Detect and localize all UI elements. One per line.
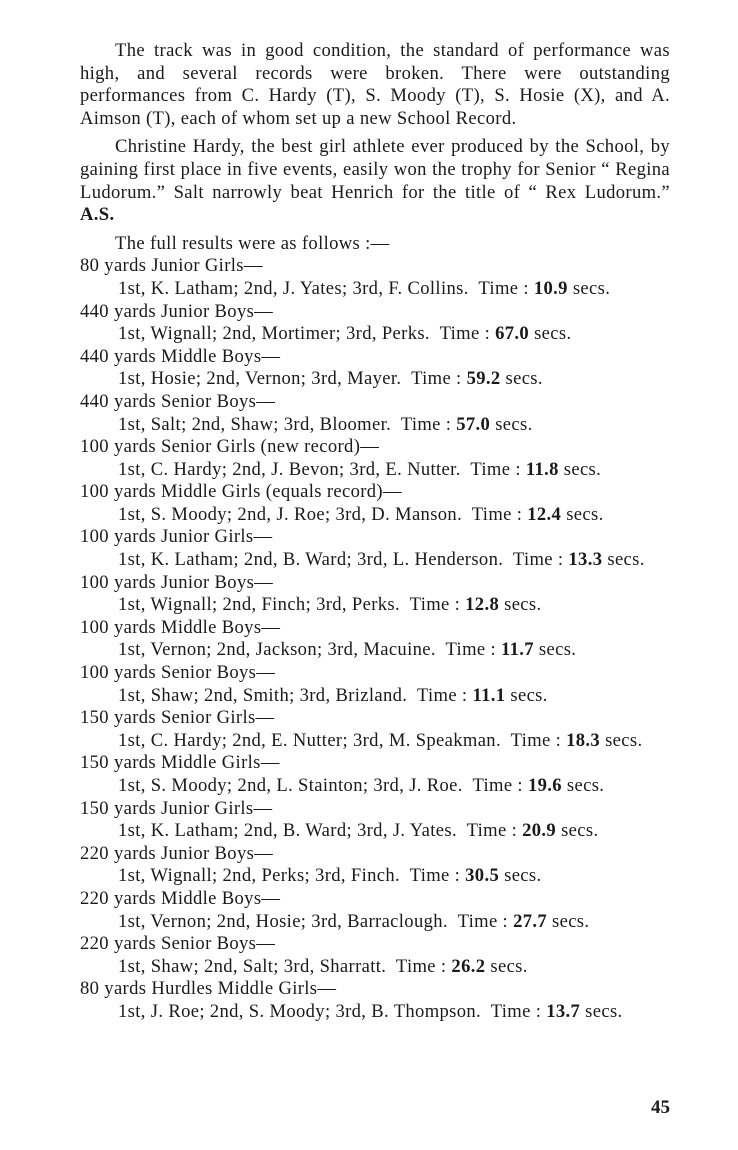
event-result	[80, 956, 670, 979]
event-placings: 1st, K. Latham; 2nd, B. Ward; 3rd, J. Yates.	[118, 820, 457, 842]
event-result	[80, 323, 670, 346]
event-result	[80, 730, 670, 753]
event-result	[80, 504, 670, 527]
event-title: 440 yards Senior Boys—	[80, 390, 276, 412]
event-title: 150 yards Junior Girls—	[80, 797, 273, 819]
event-entry	[80, 707, 670, 752]
event-placings: 1st, C. Hardy; 2nd, E. Nutter; 3rd, M. Speakman.	[118, 729, 501, 751]
paragraph-track-conditions: The track was in good condition, the standard of performance was high, and several records were broken. There were outstanding performances from C. Hardy (T), S. Moody (T), S. Hosie (X), and A. Aimson (T), each of whom set up a new School Record.	[80, 40, 670, 129]
event-placings: 1st, Vernon; 2nd, Jackson; 3rd, Macuine.	[118, 639, 436, 661]
time-label: Time :	[400, 413, 452, 435]
time-unit: secs.	[566, 503, 604, 525]
time-label: Time :	[409, 865, 461, 887]
event-time: 11.1	[472, 684, 506, 706]
event-time: 20.9	[522, 820, 557, 842]
document-page	[80, 40, 670, 1024]
event-placings: 1st, Salt; 2nd, Shaw; 3rd, Bloomer.	[118, 413, 392, 435]
time-label: Time :	[466, 820, 518, 842]
event-result	[80, 865, 670, 888]
event-entry	[80, 301, 670, 346]
time-unit: secs.	[563, 458, 602, 480]
event-title: 220 yards Middle Boys—	[80, 887, 281, 909]
event-placings: 1st, Wignall; 2nd, Finch; 3rd, Perks.	[118, 594, 400, 616]
event-title: 100 yards Senior Boys—	[80, 662, 276, 684]
event-time: 19.6	[527, 775, 562, 796]
event-entry	[80, 662, 670, 707]
event-time: 12.4	[527, 503, 562, 525]
event-title: 150 yards Senior Girls—	[80, 707, 275, 729]
event-time: 18.3	[566, 729, 601, 751]
event-time: 10.9	[533, 277, 568, 299]
event-title: 80 yards Hurdles Middle Girls—	[80, 978, 337, 1000]
event-entry	[80, 346, 670, 391]
event-result	[80, 549, 670, 572]
event-result	[80, 1001, 670, 1024]
event-result	[80, 820, 670, 843]
paragraph-ludorum	[80, 136, 670, 226]
time-label: Time :	[409, 594, 461, 616]
time-unit: secs.	[566, 775, 605, 796]
event-time: 12.8	[465, 594, 500, 616]
event-time: 11.8	[525, 458, 559, 480]
event-entry	[80, 843, 670, 888]
time-unit: secs.	[552, 910, 590, 932]
paragraph-ludorum-text: Christine Hardy, the best girl athlete ever produced by the School, by gaining first place in five events, easily won the trophy for Senior “ Regina Ludorum.” Salt narrowly beat Henrich for the title of “ Rex Ludorum.”	[80, 136, 670, 203]
event-placings: 1st, S. Moody; 2nd, J. Roe; 3rd, D. Manson.	[118, 503, 463, 525]
time-unit: secs.	[490, 955, 528, 977]
results-intro: The full results were as follows :—	[115, 232, 390, 254]
event-result	[80, 278, 670, 301]
event-time: 13.7	[546, 1000, 581, 1022]
event-title: 440 yards Junior Boys—	[80, 300, 274, 322]
event-entry	[80, 617, 670, 662]
time-unit: secs.	[505, 368, 543, 390]
event-time: 11.7	[501, 639, 534, 661]
event-placings: 1st, Shaw; 2nd, Salt; 3rd, Sharratt.	[118, 955, 387, 977]
time-label: Time :	[457, 910, 509, 932]
event-result	[80, 414, 670, 437]
event-placings: 1st, Shaw; 2nd, Smith; 3rd, Brizland.	[118, 684, 408, 706]
event-result	[80, 368, 670, 391]
time-unit: secs.	[504, 594, 542, 616]
time-label: Time :	[411, 368, 462, 390]
time-label: Time :	[470, 458, 521, 480]
event-entry	[80, 572, 670, 617]
event-entry	[80, 933, 670, 978]
page-number: 45	[651, 1097, 670, 1118]
event-time: 13.3	[568, 549, 603, 571]
event-title: 100 yards Middle Girls (equals record)—	[80, 481, 402, 503]
event-time: 26.2	[451, 955, 486, 977]
event-result	[80, 459, 670, 482]
event-result	[80, 775, 670, 798]
event-result	[80, 911, 670, 934]
event-placings: 1st, J. Roe; 2nd, S. Moody; 3rd, B. Thompson.	[118, 1000, 482, 1022]
time-unit: secs.	[504, 865, 542, 887]
time-label: Time :	[490, 1000, 542, 1022]
event-time: 67.0	[495, 323, 530, 345]
event-placings: 1st, K. Latham; 2nd, B. Ward; 3rd, L. Henderson.	[118, 549, 504, 571]
event-placings: 1st, Wignall; 2nd, Perks; 3rd, Finch.	[118, 865, 400, 887]
time-label: Time :	[471, 503, 523, 525]
event-placings: 1st, S. Moody; 2nd, L. Stainton; 3rd, J. Roe.	[118, 775, 463, 796]
event-entry	[80, 436, 670, 481]
event-entry	[80, 481, 670, 526]
event-entry	[80, 255, 670, 300]
time-label: Time :	[478, 277, 529, 299]
time-unit: secs.	[561, 820, 599, 842]
time-label: Time :	[472, 775, 523, 796]
event-placings: 1st, K. Latham; 2nd, J. Yates; 3rd, F. Collins.	[118, 277, 469, 299]
event-title: 80 yards Junior Girls—	[80, 255, 263, 277]
time-unit: secs.	[510, 684, 548, 706]
time-unit: secs.	[538, 639, 577, 661]
results-list	[80, 255, 670, 1023]
event-entry	[80, 888, 670, 933]
event-title: 100 yards Senior Girls (new record)—	[80, 436, 380, 458]
time-unit: secs.	[607, 549, 645, 571]
time-unit: secs.	[585, 1000, 623, 1022]
event-entry	[80, 798, 670, 843]
event-result	[80, 594, 670, 617]
event-title: 440 yards Middle Boys—	[80, 345, 281, 367]
event-title: 100 yards Middle Boys—	[80, 616, 281, 638]
event-time: 27.7	[513, 910, 548, 932]
event-entry	[80, 526, 670, 571]
time-label: Time :	[445, 639, 496, 661]
time-unit: secs.	[534, 323, 572, 345]
event-title: 220 yards Senior Boys—	[80, 933, 276, 955]
event-time: 30.5	[465, 865, 500, 887]
event-placings: 1st, Hosie; 2nd, Vernon; 3rd, Mayer.	[118, 368, 402, 390]
event-entry	[80, 752, 670, 797]
time-unit: secs.	[605, 729, 643, 751]
time-unit: secs.	[572, 277, 611, 299]
event-result	[80, 639, 670, 662]
time-label: Time :	[510, 729, 562, 751]
time-label: Time :	[439, 323, 491, 345]
time-label: Time :	[512, 549, 564, 571]
event-title: 100 yards Junior Boys—	[80, 571, 274, 593]
event-time: 57.0	[456, 413, 491, 435]
event-entry	[80, 391, 670, 436]
time-unit: secs.	[495, 413, 533, 435]
event-title: 220 yards Junior Boys—	[80, 842, 274, 864]
time-label: Time :	[416, 684, 468, 706]
author-signature: A.S.	[80, 204, 115, 226]
event-placings: 1st, Wignall; 2nd, Mortimer; 3rd, Perks.	[118, 323, 430, 345]
event-title: 100 yards Junior Girls—	[80, 526, 273, 548]
event-result	[80, 685, 670, 708]
event-time: 59.2	[466, 368, 501, 390]
event-placings: 1st, C. Hardy; 2nd, J. Bevon; 3rd, E. Nutter.	[118, 458, 461, 480]
event-placings: 1st, Vernon; 2nd, Hosie; 3rd, Barraclough.	[118, 910, 448, 932]
event-entry	[80, 978, 670, 1023]
time-label: Time :	[395, 955, 447, 977]
event-title: 150 yards Middle Girls—	[80, 752, 280, 774]
